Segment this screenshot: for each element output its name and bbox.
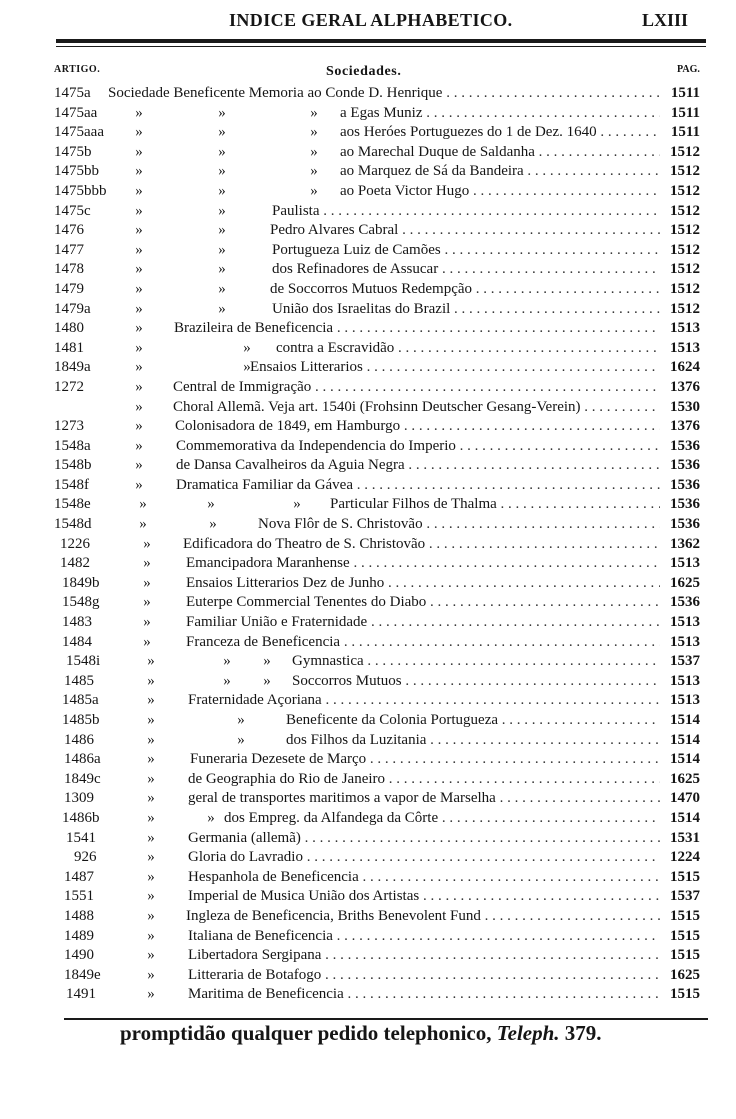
ditto-mark: »: [207, 496, 215, 513]
ditto-mark: »: [147, 770, 155, 787]
row-page-number: 1511: [660, 84, 700, 103]
ditto-mark: »: [143, 574, 151, 591]
ditto-mark: »: [135, 320, 143, 337]
row-page-number: 1362: [660, 535, 700, 554]
row-article-number: 1484: [62, 633, 92, 650]
row-page-number: 1470: [660, 789, 700, 808]
ditto-mark: »: [135, 359, 143, 376]
ditto-mark: »: [135, 476, 143, 493]
row-society-name: Colonisadora de 1849, em Hamburgo . . .: [175, 417, 660, 436]
ditto-mark: »: [135, 143, 143, 160]
row-society-name: Italiana de Beneficencia . . .: [188, 927, 660, 946]
ditto-mark: »: [218, 280, 226, 297]
row-article-number: 1483: [62, 614, 92, 631]
ditto-mark: »: [263, 653, 271, 670]
row-society-name: Imperial de Musica União dos Artistas . . .: [188, 887, 660, 906]
row-society-name: Nova Flôr de S. Christovão . . .: [258, 515, 660, 534]
row-society-name: ao Marquez de Sá da Bandeira . . .: [340, 162, 660, 181]
row-article-number: 1272: [54, 378, 84, 395]
ditto-mark: »: [218, 222, 226, 239]
ditto-mark: »: [218, 300, 226, 317]
row-page-number: 1515: [660, 868, 700, 887]
row-article-number: 926: [74, 849, 97, 866]
ditto-mark: »: [147, 712, 155, 728]
table-row: [0, 260, 736, 280]
table-row: [0, 378, 736, 398]
table-row: [0, 104, 736, 124]
page-footer: [120, 1021, 680, 1046]
ditto-mark: »: [243, 359, 251, 376]
row-page-number: 1530: [660, 398, 700, 417]
row-page-number: 1513: [660, 554, 700, 573]
table-row: [0, 613, 736, 633]
row-article-number: 1479: [54, 280, 84, 297]
row-page-number: 1514: [660, 731, 700, 750]
ditto-mark: »: [310, 104, 318, 121]
row-page-number: 1224: [660, 848, 700, 867]
table-row: [0, 535, 736, 555]
row-article-number: 1309: [64, 790, 94, 807]
row-page-number: 1511: [660, 123, 700, 142]
row-page-number: 1624: [660, 358, 700, 377]
table-row: [0, 515, 736, 535]
row-society-name: dos Refinadores de Assucar . . .: [272, 260, 660, 279]
row-society-name: Gymnastica . . .: [292, 652, 660, 671]
row-society-name: Familiar União e Fraternidade . . .: [186, 613, 660, 632]
ditto-mark: »: [139, 496, 147, 513]
row-page-number: 1625: [660, 770, 700, 789]
table-row: [0, 809, 736, 829]
ditto-mark: »: [143, 535, 151, 552]
header-rule-thin: [56, 46, 706, 47]
row-article-number: 1551: [64, 888, 94, 905]
index-table: [0, 84, 736, 1005]
row-society-name: Litteraria de Botafogo . . .: [188, 966, 660, 985]
row-page-number: 1513: [660, 339, 700, 358]
ditto-mark: »: [135, 202, 143, 219]
row-page-number: 1537: [660, 652, 700, 671]
ditto-mark: »: [209, 516, 217, 533]
table-row: [0, 182, 736, 202]
row-article-number: 1486b: [62, 809, 100, 826]
row-society-name: de Geographia do Rio de Janeiro . . .: [188, 770, 660, 789]
ditto-mark: »: [147, 888, 155, 905]
ditto-mark: »: [135, 124, 143, 141]
row-page-number: 1512: [660, 162, 700, 181]
row-page-number: 1625: [660, 574, 700, 593]
column-header-sociedades: Sociedades.: [326, 64, 402, 79]
row-page-number: 1536: [660, 456, 700, 475]
ditto-mark: »: [147, 947, 155, 964]
row-page-number: 1512: [660, 221, 700, 240]
row-society-name: Soccorros Mutuos . . .: [292, 672, 660, 691]
row-page-number: 1513: [660, 672, 700, 691]
row-article-number: 1475b: [54, 143, 92, 160]
ditto-mark: »: [243, 339, 251, 356]
header-rule: [56, 39, 706, 43]
table-row: [0, 574, 736, 594]
page-header: [0, 10, 736, 36]
ditto-mark: »: [218, 182, 226, 199]
table-row: [0, 162, 736, 182]
ditto-mark: »: [135, 457, 143, 474]
ditto-mark: »: [147, 672, 155, 689]
table-row: [0, 691, 736, 711]
ditto-mark: »: [147, 868, 155, 885]
ditto-mark: »: [293, 496, 301, 513]
table-row: [0, 672, 736, 692]
table-row: [0, 417, 736, 437]
ditto-mark: »: [147, 809, 155, 826]
table-row: [0, 711, 736, 731]
ditto-mark: »: [310, 143, 318, 160]
table-row: [0, 202, 736, 222]
table-row: [0, 789, 736, 809]
ditto-mark: »: [143, 633, 151, 650]
row-article-number: 1488: [64, 907, 94, 924]
row-page-number: 1515: [660, 985, 700, 1004]
row-article-number: 1491: [66, 986, 96, 1003]
table-row: [0, 84, 736, 104]
table-row: [0, 123, 736, 143]
table-row: [0, 966, 736, 986]
ditto-mark: »: [223, 672, 231, 689]
ditto-mark: »: [135, 418, 143, 435]
row-society-name: ao Marechal Duque de Saldanha . . .: [340, 143, 660, 162]
row-society-name: Portugueza Luiz de Camões . . .: [272, 241, 660, 260]
page-number-roman: LXIII: [642, 10, 689, 30]
ditto-mark: »: [147, 653, 155, 670]
row-article-number: 1548g: [62, 594, 100, 611]
row-page-number: 1513: [660, 691, 700, 710]
row-page-number: 1512: [660, 300, 700, 319]
row-page-number: 1512: [660, 182, 700, 201]
table-row: [0, 476, 736, 496]
ditto-mark: »: [218, 124, 226, 141]
row-page-number: 1514: [660, 711, 700, 730]
row-article-number: 1475aaa: [54, 124, 104, 141]
table-row: [0, 241, 736, 261]
table-row: [0, 927, 736, 947]
row-page-number: 1512: [660, 202, 700, 221]
row-society-name: Ingleza de Beneficencia, Briths Benevolent Fund . . .: [186, 907, 660, 926]
row-society-name: Libertadora Sergipana . . .: [188, 946, 660, 965]
row-page-number: 1536: [660, 515, 700, 534]
row-society-name: aos Heróes Portuguezes do 1 de Dez. 1640 . . .: [340, 123, 660, 142]
ditto-mark: »: [135, 437, 143, 454]
row-page-number: 1513: [660, 319, 700, 338]
row-society-name: Ensaios Litterarios Dez de Junho . . .: [186, 574, 660, 593]
table-row: [0, 868, 736, 888]
row-society-name: Paulista . . .: [272, 202, 660, 221]
footer-text: promptidão qualquer pedido telephonico,: [120, 1021, 492, 1045]
table-row: [0, 143, 736, 163]
table-row: [0, 456, 736, 476]
row-page-number: 1536: [660, 495, 700, 514]
ditto-mark: »: [218, 143, 226, 160]
ditto-mark: »: [147, 790, 155, 807]
table-row: [0, 770, 736, 790]
row-article-number: 1482: [60, 555, 90, 572]
table-row: [0, 593, 736, 613]
ditto-mark: »: [135, 163, 143, 180]
ditto-mark: »: [143, 614, 151, 631]
ditto-mark: »: [147, 927, 155, 944]
ditto-mark: »: [135, 280, 143, 297]
footer-tel-label: Teleph.: [496, 1021, 560, 1045]
row-society-name: Euterpe Commercial Tenentes do Diabo . . .: [186, 593, 660, 612]
ditto-mark: »: [135, 261, 143, 278]
ditto-mark: »: [135, 222, 143, 239]
table-row: [0, 633, 736, 653]
ditto-mark: »: [147, 849, 155, 866]
row-society-name: Beneficente da Colonia Portugueza . . .: [286, 711, 660, 730]
row-article-number: 1548d: [54, 516, 92, 533]
row-page-number: 1512: [660, 143, 700, 162]
row-article-number: 1548e: [54, 496, 91, 513]
row-page-number: 1536: [660, 476, 700, 495]
column-header-artigo: ARTIGO.: [54, 64, 101, 75]
row-article-number: 1486a: [64, 751, 101, 768]
row-article-number: 1273: [54, 418, 84, 435]
row-society-name: Maritima de Beneficencia . . .: [188, 985, 660, 1004]
row-society-name: ao Poeta Victor Hugo . . .: [340, 182, 660, 201]
ditto-mark: »: [218, 163, 226, 180]
row-society-name: Particular Filhos de Thalma . . .: [330, 495, 660, 514]
row-society-name: União dos Israelitas do Brazil . . .: [272, 300, 660, 319]
ditto-mark: »: [135, 104, 143, 121]
row-page-number: 1531: [660, 829, 700, 848]
row-article-number: 1541: [66, 829, 96, 846]
column-header-pag: PAG.: [677, 64, 700, 75]
row-article-number: 1489: [64, 927, 94, 944]
table-row: [0, 907, 736, 927]
row-article-number: 1485a: [62, 692, 99, 709]
row-article-number: 1475c: [54, 202, 91, 219]
row-society-name: Sociedade Beneficente Memoria ao Conde D. Henrique . . .: [108, 84, 660, 103]
ditto-mark: »: [310, 182, 318, 199]
row-society-name: Franceza de Beneficencia . . .: [186, 633, 660, 652]
table-row: [0, 358, 736, 378]
row-article-number: 1849e: [64, 966, 101, 983]
table-row: [0, 554, 736, 574]
table-row: [0, 280, 736, 300]
row-article-number: 1479a: [54, 300, 91, 317]
row-page-number: 1625: [660, 966, 700, 985]
row-article-number: 1226: [60, 535, 90, 552]
ditto-mark: »: [310, 163, 318, 180]
ditto-mark: »: [135, 398, 143, 415]
row-page-number: 1512: [660, 241, 700, 260]
row-page-number: 1513: [660, 613, 700, 632]
ditto-mark: »: [310, 124, 318, 141]
table-row: [0, 848, 736, 868]
table-row: [0, 731, 736, 751]
table-row: [0, 750, 736, 770]
row-society-name: Pedro Alvares Cabral . . .: [270, 221, 660, 240]
row-society-name: Germania (allemã) . . .: [188, 829, 660, 848]
row-page-number: 1512: [660, 280, 700, 299]
ditto-mark: »: [237, 712, 245, 728]
row-society-name: geral de transportes maritimos a vapor de Marselha . . .: [188, 789, 660, 808]
ditto-mark: »: [218, 241, 226, 258]
row-society-name: Fraternidade Açoriana . . .: [188, 691, 660, 710]
row-page-number: 1536: [660, 437, 700, 456]
row-society-name: de Dansa Cavalheiros da Aguia Negra . . .: [176, 456, 660, 475]
ditto-mark: »: [147, 829, 155, 846]
footer-tel-number: 379.: [564, 1021, 602, 1045]
row-article-number: 1849c: [64, 770, 101, 787]
row-article-number: 1490: [64, 947, 94, 964]
row-page-number: 1514: [660, 750, 700, 769]
row-article-number: 1485b: [62, 712, 100, 728]
table-row: [0, 437, 736, 457]
row-society-name: Hespanhola de Beneficencia . . .: [188, 868, 660, 887]
row-society-name: Ensaios Litterarios . . .: [250, 358, 660, 377]
ditto-mark: »: [135, 339, 143, 356]
row-article-number: 1485: [64, 672, 94, 689]
ditto-mark: »: [147, 966, 155, 983]
row-society-name: Gloria do Lavradio . . .: [188, 848, 660, 867]
row-article-number: 1475a: [54, 85, 91, 101]
ditto-mark: »: [147, 731, 155, 748]
row-society-name: dos Empreg. da Alfandega da Côrte . . .: [224, 809, 660, 828]
ditto-mark: »: [223, 653, 231, 670]
ditto-mark: »: [218, 261, 226, 278]
row-society-name: Funeraria Dezesete de Março . . .: [190, 750, 660, 769]
row-article-number: 1475bbb: [54, 182, 107, 199]
row-society-name: Commemorativa da Independencia do Imperio . . .: [176, 437, 660, 456]
ditto-mark: »: [135, 378, 143, 395]
row-article-number: 1476: [54, 222, 84, 239]
row-article-number: 1487: [64, 868, 94, 885]
row-page-number: 1536: [660, 593, 700, 612]
table-row: [0, 319, 736, 339]
row-society-name: Dramatica Familiar da Gávea . . .: [176, 476, 660, 495]
table-row: [0, 398, 736, 418]
row-article-number: 1480: [54, 320, 84, 337]
row-article-number: 1486: [64, 731, 94, 748]
page-title: INDICE GERAL ALPHABETICO.: [229, 10, 513, 30]
ditto-mark: »: [147, 692, 155, 709]
row-society-name: a Egas Muniz . . .: [340, 104, 660, 123]
row-page-number: 1513: [660, 633, 700, 652]
row-article-number: 1481: [54, 339, 84, 356]
table-row: [0, 300, 736, 320]
ditto-mark: »: [143, 594, 151, 611]
row-page-number: 1515: [660, 946, 700, 965]
row-society-name: dos Filhos da Luzitania . . .: [286, 731, 660, 750]
row-society-name: Brazileira de Beneficencia . . .: [174, 319, 660, 338]
row-article-number: 1478: [54, 261, 84, 278]
row-page-number: 1537: [660, 887, 700, 906]
row-article-number: 1548b: [54, 457, 92, 474]
ditto-mark: »: [218, 104, 226, 121]
row-page-number: 1514: [660, 809, 700, 828]
table-row: [0, 652, 736, 672]
row-article-number: 1475aa: [54, 104, 98, 121]
ditto-mark: »: [147, 986, 155, 1003]
row-page-number: 1515: [660, 927, 700, 946]
table-row: [0, 946, 736, 966]
table-row: [0, 221, 736, 241]
ditto-mark: »: [135, 241, 143, 258]
ditto-mark: »: [135, 300, 143, 317]
row-society-name: Choral Allemã. Veja art. 1540i (Frohsinn Deutscher Gesang-Verein) . . .: [173, 398, 660, 417]
table-row: [0, 339, 736, 359]
ditto-mark: »: [263, 672, 271, 689]
table-row: [0, 985, 736, 1005]
row-society-name: de Soccorros Mutuos Redempção . . .: [270, 280, 660, 299]
row-page-number: 1512: [660, 260, 700, 279]
row-article-number: 1548a: [54, 437, 91, 454]
table-row: [0, 829, 736, 849]
ditto-mark: »: [207, 809, 215, 826]
table-row: [0, 887, 736, 907]
ditto-mark: »: [147, 907, 155, 924]
row-article-number: 1548i: [66, 653, 101, 670]
row-society-name: Edificadora do Theatro de S. Christovão . . .: [183, 535, 660, 554]
row-article-number: 1849b: [62, 574, 100, 591]
ditto-mark: »: [218, 202, 226, 219]
footer-rule: [64, 1018, 708, 1020]
row-article-number: 1849a: [54, 359, 91, 376]
row-society-name: Central de Immigração . . .: [173, 378, 660, 397]
row-article-number: 1548f: [54, 476, 89, 493]
ditto-mark: »: [237, 731, 245, 748]
row-article-number: 1477: [54, 241, 84, 258]
ditto-mark: »: [135, 182, 143, 199]
ditto-mark: »: [147, 751, 155, 768]
row-article-number: 1475bb: [54, 163, 99, 180]
row-page-number: 1376: [660, 417, 700, 436]
ditto-mark: »: [143, 555, 151, 572]
row-society-name: Emancipadora Maranhense . . .: [186, 554, 660, 573]
row-page-number: 1376: [660, 378, 700, 397]
row-page-number: 1511: [660, 104, 700, 123]
ditto-mark: »: [139, 516, 147, 533]
row-society-name: contra a Escravidão . . .: [276, 339, 660, 358]
row-page-number: 1515: [660, 907, 700, 926]
table-row: [0, 495, 736, 515]
